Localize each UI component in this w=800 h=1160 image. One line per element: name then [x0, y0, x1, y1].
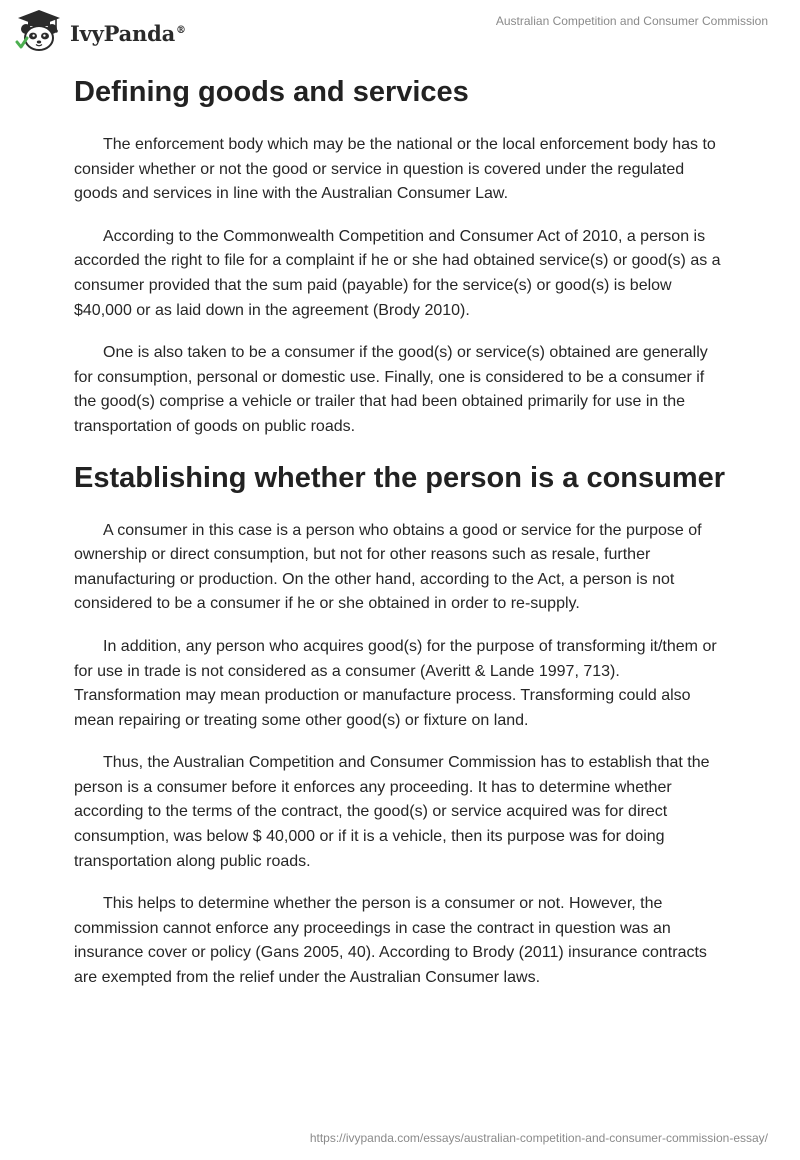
essay-body — [74, 72, 726, 1009]
paragraph: The enforcement body which may be the national or the local enforcement body has to consider whether or not the good or service in question is covered under the regulated goods and services in line with the Australian Consumer Law. — [74, 136, 716, 203]
section-establishing-consumer — [74, 458, 726, 991]
panda-graduate-icon — [14, 8, 64, 54]
section-heading: Defining goods and services — [74, 76, 469, 108]
paragraph: One is also taken to be a consumer if the good(s) or service(s) obtained are generally for consumption, personal or domestic use. Finally, one is considered to be a consumer if the good(s) comprise a vehicle or trailer that had been obtained primarily for use in the transportation of goods on public roads. — [74, 344, 708, 435]
paragraph: According to the Commonwealth Competition and Consumer Act of 2010, a person is accorded the right to file for a complaint if he or she had obtained service(s) or good(s) as a consumer provided that the sum paid (payable) for the service(s) or good(s) is below $40,000 or as laid down in the agreement (Brody 2010). — [74, 227, 721, 319]
section-defining-goods — [74, 72, 726, 440]
paragraph: This helps to determine whether the person is a consumer or not. However, the commission cannot enforce any proceedings in case the contract in question was an insurance cover or policy (Gans 2005, 40). According to Brody (2011) insurance contracts are exempted from the relief under the Australian Consumer laws. — [74, 895, 707, 987]
source-url[interactable]: https://ivypanda.com/essays/australian-competition-and-consumer-commission-essay/ — [309, 1131, 768, 1145]
section-heading: Establishing whether the person is a consumer — [74, 461, 726, 494]
paragraph: Thus, the Australian Competition and Consumer Commission has to establish that the person is a consumer before it enforces any proceeding. It has to determine whether according to the terms of the contract, the good(s) or service acquired was for direct consumption, was below $ 40,000 or if it is a vehicle, then its purpose was for doing transportation along public roads. — [74, 754, 710, 870]
ivypanda-logo[interactable] — [14, 8, 186, 54]
paragraph: A consumer in this case is a person who obtains a good or service for the purpose of ownership or direct consumption, but not for other reasons such as resale, further manufacturing or production. On the other hand, according to the Act, a person is not considered to be a consumer if he or she obtained in order to re-supply. — [74, 521, 702, 613]
running-title: Australian Competition and Consumer Commission — [495, 14, 768, 28]
paragraph: In addition, any person who acquires good(s) for the purpose of transforming it/them or for use in trade is not considered as a consumer (Averitt & Lande 1997, 713). Transformation may mean production or manufacture process. Transforming could also mean repairing or treating some other good(s) or fixture on land. — [74, 637, 717, 729]
brand-name: IvyPanda® — [70, 20, 186, 46]
brand-registered-mark: ® — [176, 24, 186, 36]
page-header — [0, 0, 800, 60]
